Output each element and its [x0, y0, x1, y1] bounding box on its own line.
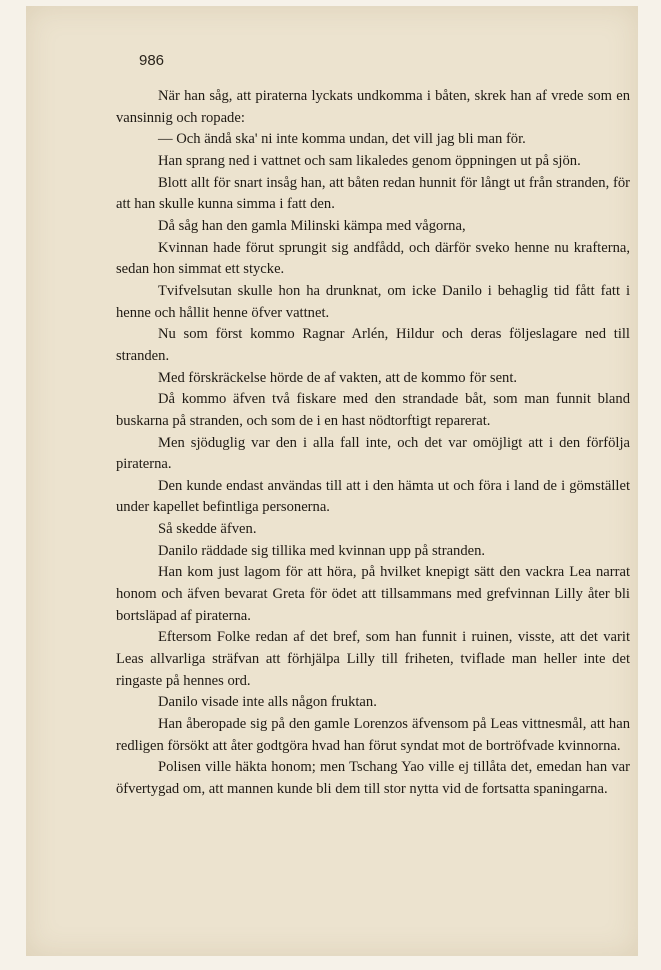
paragraph: Eftersom Folke redan af det bref, som han funnit i ruinen, visste, att det varit Leas allvarliga sträfvan att förhjälpa Lilly till friheten, tviflade man heller inte det ringaste på hennes ord.: [116, 629, 630, 689]
paragraph: Den kunde endast användas till att i den hämta ut och föra i land de i gömstället under kapellet befintliga personerna.: [116, 477, 630, 516]
paragraph: Med förskräckelse hörde de af vakten, att de kommo för sent.: [158, 369, 518, 386]
paragraph: Polisen ville häkta honom; men Tschang Yao ville ej tillåta det, emedan han var öfvertygad om, att mannen kunde bli dem till stor nytta vid de fortsatta spaningarna.: [116, 759, 630, 797]
paragraph: Han sprang ned i vattnet och sam likaledes genom öppningen ut på sjön.: [158, 152, 581, 169]
paragraph: Tvifvelsutan skulle hon ha drunknat, om icke Danilo i behaglig tid fått fatt i henne och hållit henne öfver vattnet.: [116, 282, 630, 321]
paragraph: Då kommo äfven två fiskare med den strandade båt, som man funnit bland buskarna på stranden, och som de i en hast nödtorftigt reparerat.: [116, 391, 630, 429]
paragraph: Kvinnan hade förut sprungit sig andfådd, och därför sveko henne nu krafterna, sedan hon simmat ett stycke.: [116, 239, 630, 278]
paragraph: Han kom just lagom för att höra, på hvilket knepigt sätt den vackra Lea narrat honom och äfven bevarat Greta för ödet att tillsammans med grefvinnan Lilly åter bli bortsläpad af piraterna.: [116, 564, 630, 624]
paragraph: När han såg, att piraterna lyckats undkomma i båten, skrek han af vrede som en vansinnig och ropade:: [116, 88, 630, 126]
paragraph: Nu som först kommo Ragnar Arlén, Hildur och deras följeslagare ned till stranden.: [116, 326, 630, 364]
paragraph: Då såg han den gamla Milinski kämpa med vågorna,: [158, 217, 466, 234]
book-page: [26, 6, 638, 956]
paragraph: Han åberopade sig på den gamle Lorenzos äfvensom på Leas vittnesmål, att han redligen försökt att åter godtgöra hvad han förut syndat mot de bortröfvade kvinnorna.: [116, 716, 630, 754]
paragraph: Danilo visade inte alls någon fruktan.: [158, 694, 377, 711]
body-text: [116, 86, 630, 801]
paragraph: Danilo räddade sig tillika med kvinnan upp på stranden.: [158, 542, 486, 559]
page-number: 986: [139, 52, 165, 69]
paragraph: Men sjöduglig var den i alla fall inte, och det var omöjligt att i den förfölja piraterna.: [116, 434, 630, 473]
paragraph: Så skedde äfven.: [158, 521, 257, 538]
paragraph: — Och ändå ska' ni inte komma undan, det vill jag bli man för.: [158, 131, 526, 148]
paragraph: Blott allt för snart insåg han, att båten redan hunnit för långt ut från stranden, för att han skulle kunna simma i fatt den.: [116, 174, 630, 213]
